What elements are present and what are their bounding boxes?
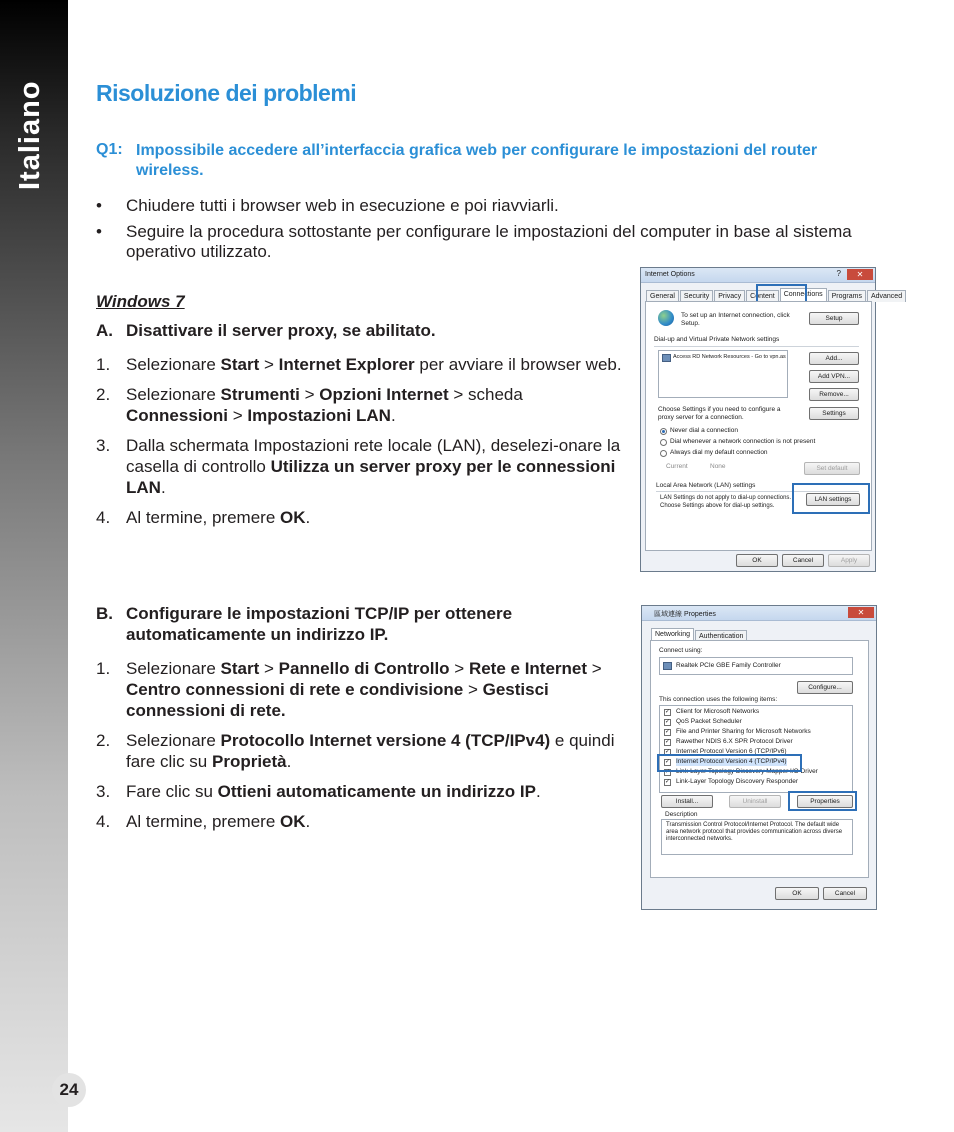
adapter-name: Realtek PCIe GBE Family Controller <box>676 662 781 669</box>
apply-button[interactable]: Apply <box>828 554 870 567</box>
highlight-properties-button <box>788 791 857 811</box>
set-default-button[interactable]: Set default <box>804 462 860 475</box>
list-item-selected[interactable]: Internet Protocol Version 4 (TCP/IPv4) <box>676 758 787 765</box>
step-item: 1. Selezionare Start > Internet Explorer per avviare il browser web. <box>96 355 622 374</box>
connection-item[interactable]: Access RD Network Resources - Go to vpn.as <box>673 354 786 360</box>
add-vpn-button[interactable]: Add VPN... <box>809 370 859 383</box>
bullet-item: • Chiudere tutti i browser web in esecuzione e poi riavviarli. <box>96 196 559 215</box>
ok-button[interactable]: OK <box>736 554 778 567</box>
step-item: 3. Fare clic su Ottieni automaticamente un indirizzo IP. <box>96 782 541 801</box>
adapter-box <box>659 657 853 675</box>
items-list[interactable] <box>659 705 853 793</box>
current-label: Current <box>666 463 688 470</box>
item-checkbox[interactable]: ✓ <box>665 719 671 725</box>
item-checkbox[interactable]: ✓ <box>665 709 671 715</box>
dialog-title: 區域連線 Properties <box>654 611 716 618</box>
question-label: Q1: <box>96 141 123 158</box>
lan-text-1: LAN Settings do not apply to dial-up connections. <box>660 495 792 501</box>
connection-properties-dialog <box>641 605 877 910</box>
tab-content[interactable]: Content <box>746 290 779 302</box>
section-a-steps <box>96 354 626 537</box>
item-checkbox[interactable]: ✓ <box>665 779 671 785</box>
configure-button[interactable]: Configure... <box>797 681 853 694</box>
tab-connections[interactable]: Connections <box>780 288 827 302</box>
language-label: Italiano <box>14 80 46 190</box>
network-adapter-icon <box>663 662 672 670</box>
settings-button[interactable]: Settings <box>809 407 859 420</box>
list-item[interactable]: File and Printer Sharing for Microsoft Networks <box>676 728 811 735</box>
step-item: 4. Al termine, premere OK. <box>96 812 311 831</box>
cancel-button[interactable]: Cancel <box>782 554 824 567</box>
radio-dial-whenever[interactable] <box>660 439 667 446</box>
settings-text: Choose Settings if you need to configure a proxy server for a connection. <box>658 406 781 421</box>
radio-dial-whenever-label: Dial whenever a network connection is not present <box>670 438 816 445</box>
tab-general[interactable]: General <box>646 290 679 302</box>
section-a-heading: A. Disattivare il server proxy, se abilitato. <box>96 321 436 340</box>
close-icon[interactable]: ✕ <box>847 269 873 280</box>
step-item: 4. Al termine, premere OK. <box>96 508 311 527</box>
connection-list[interactable] <box>658 350 788 398</box>
section-b-steps <box>96 658 626 841</box>
bullet-mark: • <box>96 196 102 215</box>
uninstall-button[interactable]: Uninstall <box>729 795 781 808</box>
current-value: None <box>710 463 726 470</box>
globe-icon <box>658 310 674 326</box>
language-sidebar <box>0 0 68 1132</box>
description-label: Description <box>665 811 698 818</box>
setup-button[interactable]: Setup <box>809 312 859 325</box>
list-item[interactable]: Internet Protocol Version 6 (TCP/IPv6) <box>676 748 787 755</box>
add-button[interactable]: Add... <box>809 352 859 365</box>
radio-always-dial-label: Always dial my default connection <box>670 449 768 456</box>
dialog-titlebar <box>642 606 876 621</box>
lan-label: Local Area Network (LAN) settings <box>656 482 756 489</box>
setup-text: To set up an Internet connection, click Setup. <box>681 312 790 327</box>
step-item: 3. Dalla schermata Impostazioni rete locale (LAN), deselezi-onare la casella di controllo Utilizza un server proxy per le connessioni LAN. <box>96 436 621 497</box>
remove-button[interactable]: Remove... <box>809 388 859 401</box>
divider <box>654 346 859 347</box>
dialup-label: Dial-up and Virtual Private Network settings <box>654 336 780 343</box>
item-checkbox[interactable]: ✓ <box>665 729 671 735</box>
section-b-heading: B. Configurare le impostazioni TCP/IP per ottenere automaticamente un indirizzo IP. <box>96 604 513 644</box>
lan-text-2: Choose Settings above for dial-up settings. <box>660 503 775 509</box>
dialog-title: Internet Options <box>645 271 695 278</box>
list-item[interactable]: Rawether NDIS 6.X SPR Protocol Driver <box>676 738 793 745</box>
step-item: 2. Selezionare Strumenti > Opzioni Internet > scheda Connessioni > Impostazioni LAN. <box>96 385 523 425</box>
description-box <box>661 819 853 855</box>
install-button[interactable]: Install... <box>661 795 713 808</box>
tab-programs[interactable]: Programs <box>828 290 866 302</box>
connect-using-label: Connect using: <box>659 647 703 654</box>
page-title: Risoluzione dei problemi <box>96 80 357 106</box>
help-icon[interactable]: ? <box>836 269 841 278</box>
close-icon[interactable]: ✕ <box>848 607 874 618</box>
radio-never-dial-label: Never dial a connection <box>670 427 738 434</box>
tab-privacy[interactable]: Privacy <box>714 290 745 302</box>
list-item[interactable]: Link-Layer Topology Discovery Mapper I/O Driver <box>676 768 818 775</box>
item-checkbox[interactable]: ✓ <box>665 769 671 775</box>
bullet-mark: • <box>96 222 102 241</box>
question-text: Impossibile accedere all’interfaccia grafica web per configurare le impostazioni del router wireless. <box>136 142 818 179</box>
list-item[interactable]: Link-Layer Topology Discovery Responder <box>676 778 798 785</box>
bullet-item: • Seguire la procedura sottostante per configurare le impostazioni del computer in base al sistema operativo utilizzato. <box>96 222 852 261</box>
step-item: 1. Selezionare Start > Pannello di Controllo > Rete e Internet > Centro connessioni di rete e condivisione > Gestisci connessioni di rete. <box>96 659 602 720</box>
ok-button[interactable]: OK <box>775 887 819 900</box>
radio-always-dial[interactable] <box>660 450 667 457</box>
list-item[interactable]: Client for Microsoft Networks <box>676 708 760 715</box>
tab-authentication[interactable]: Authentication <box>695 630 747 642</box>
network-icon <box>662 354 671 362</box>
item-checkbox[interactable]: ✓ <box>665 749 671 755</box>
list-item[interactable]: QoS Packet Scheduler <box>676 718 742 725</box>
windows-heading: Windows 7 <box>96 292 185 311</box>
tab-security[interactable]: Security <box>680 290 713 302</box>
tab-networking[interactable]: Networking <box>651 628 694 642</box>
highlight-lan-settings <box>792 483 870 514</box>
description-text: Transmission Control Protocol/Internet Protocol. The default wide area network protocol that provides communication across diverse interconnected networks. <box>666 822 843 842</box>
tab-advanced[interactable]: Advanced <box>867 290 906 302</box>
cancel-button[interactable]: Cancel <box>823 887 867 900</box>
items-label: This connection uses the following items: <box>659 696 778 703</box>
step-item: 2. Selezionare Protocollo Internet versione 4 (TCP/IPv4) e quindi fare clic su Proprietà. <box>96 731 615 771</box>
highlight-ipv4-item <box>657 754 802 772</box>
item-checkbox[interactable]: ✓ <box>665 759 671 765</box>
page-number: 24 <box>52 1073 86 1107</box>
properties-button[interactable]: Properties <box>797 795 853 808</box>
radio-never-dial[interactable] <box>660 428 667 435</box>
dialog-titlebar <box>641 268 875 283</box>
bullet-list <box>96 196 896 268</box>
internet-options-dialog <box>640 267 903 572</box>
item-checkbox[interactable]: ✓ <box>665 739 671 745</box>
lan-settings-button[interactable]: LAN settings <box>806 493 860 506</box>
